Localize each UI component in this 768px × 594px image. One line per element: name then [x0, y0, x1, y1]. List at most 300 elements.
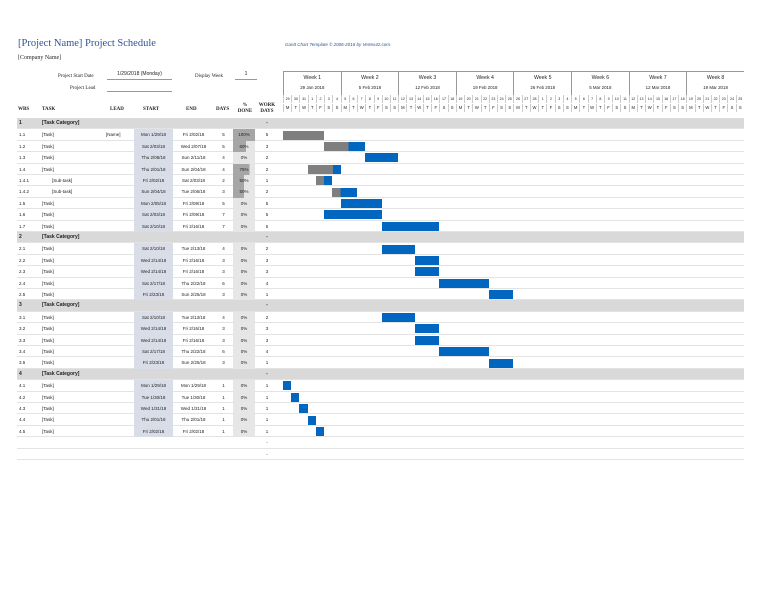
gantt-bar[interactable]	[415, 267, 440, 276]
cell-lead[interactable]	[105, 392, 134, 403]
weekday-letter: S	[612, 104, 620, 112]
cell-lead[interactable]	[105, 243, 134, 254]
day-number: 17	[439, 95, 447, 103]
day-number: 17	[670, 95, 678, 103]
col-header-pct-done: % DONE	[237, 103, 253, 114]
cell-lead[interactable]	[105, 186, 134, 197]
cell-start[interactable]: Sat 2/10/18	[134, 312, 173, 323]
cell-task[interactable]: [Task]	[42, 166, 54, 172]
cell-start[interactable]	[134, 232, 173, 243]
category-row[interactable]	[17, 369, 744, 380]
day-number: 27	[522, 95, 530, 103]
weekday-letter: T	[538, 104, 546, 112]
cell-end	[173, 232, 214, 243]
gantt-bar[interactable]	[415, 336, 440, 345]
cell-lead[interactable]	[105, 118, 134, 129]
cell-days: 4	[222, 246, 225, 252]
week-label: Week 7	[649, 75, 667, 81]
day-number: 21	[703, 95, 711, 103]
cell-wbs: 4.4	[19, 417, 26, 423]
cell-start[interactable]: Thu 2/01/18	[134, 414, 173, 425]
cell-wbs: 1.3	[19, 155, 26, 161]
cell-task[interactable]: [Task]	[42, 394, 54, 400]
week-label: Week 3	[418, 75, 437, 81]
task-row[interactable]	[17, 129, 744, 140]
cell-lead[interactable]	[105, 300, 134, 311]
weekday-letter: T	[423, 104, 431, 112]
cell-wbs: 1.5	[19, 200, 26, 206]
cell-start[interactable]: Sat 2/17/18	[134, 278, 173, 289]
gantt-bar[interactable]	[341, 199, 382, 208]
day-number: 12	[629, 95, 637, 103]
display-week-label: Display Week	[195, 74, 223, 79]
task-row[interactable]	[17, 380, 744, 391]
weekday-letter: T	[291, 104, 299, 112]
cell-start[interactable]: Thu 2/08/18	[134, 152, 173, 163]
cell-lead[interactable]	[105, 255, 134, 266]
task-row[interactable]	[17, 255, 744, 266]
display-week-field[interactable]: 1	[235, 71, 257, 80]
project-start-field[interactable]: 1/29/2018 (Monday)	[107, 71, 172, 80]
gantt-bar[interactable]	[291, 393, 299, 402]
task-row[interactable]	[17, 323, 744, 334]
cell-days: 5	[222, 132, 225, 138]
gantt-bar[interactable]	[324, 210, 382, 219]
cell-pct: 0%	[233, 243, 255, 254]
cell-end: Thu 2/22/18	[181, 280, 206, 286]
cell-end: Sat 2/03/18	[181, 178, 206, 183]
cell-work: 2	[265, 246, 269, 252]
weekday-letter: M	[571, 104, 579, 112]
task-row[interactable]	[17, 221, 744, 232]
cell-wbs: 4	[19, 370, 22, 377]
cell-lead[interactable]	[105, 437, 134, 448]
cell-start[interactable]: Sat 2/03/18	[134, 141, 173, 152]
cell-lead[interactable]	[105, 426, 134, 437]
task-row[interactable]	[17, 141, 744, 152]
cell-days: 5	[222, 143, 225, 149]
cell-start[interactable]: Sat 2/03/18	[134, 209, 173, 220]
cell-task[interactable]: [Task]	[42, 132, 54, 138]
cell-wbs: 4.2	[19, 394, 26, 400]
weekday-letter: F	[316, 104, 324, 112]
cell-days: 4	[222, 166, 225, 172]
cell-end: Tue 2/06/18	[181, 189, 206, 195]
cell-work: 2	[265, 166, 269, 172]
cell-lead[interactable]	[105, 221, 134, 232]
cell-start[interactable]: Tue 1/30/18	[134, 392, 173, 403]
cell-start[interactable]: Mon 1/29/18	[134, 380, 173, 391]
cell-lead[interactable]	[105, 312, 134, 323]
company-name: [Company Name]	[18, 55, 62, 61]
gantt-bar[interactable]	[382, 245, 415, 254]
cell-task[interactable]: [Task]	[42, 246, 54, 252]
cell-task[interactable]: [Task]	[42, 155, 54, 161]
weekday-letter: T	[365, 104, 373, 112]
weekday-letter: T	[596, 104, 604, 112]
cell-task[interactable]: [Task Category]	[42, 234, 80, 240]
day-number: 14	[415, 95, 423, 103]
day-number: 24	[497, 95, 505, 103]
day-number: 10	[612, 95, 620, 103]
cell-work: -	[266, 302, 268, 309]
cell-work: 1	[265, 406, 269, 411]
cell-end: Fri 2/16/18	[182, 269, 205, 275]
cell-pct	[233, 449, 255, 460]
cell-task[interactable]: [Task]	[42, 360, 54, 366]
week-label: Week 6	[591, 75, 610, 81]
task-row[interactable]	[17, 346, 744, 357]
task-row[interactable]	[17, 186, 744, 197]
cell-task[interactable]: [Task]	[42, 349, 54, 354]
cell-start[interactable]	[134, 118, 173, 129]
cell-start[interactable]: Sat 2/17/18	[134, 346, 173, 357]
col-header-end: END	[186, 107, 197, 112]
cell-days	[214, 437, 233, 448]
cell-end	[173, 449, 214, 460]
task-row[interactable]	[17, 426, 744, 437]
cell-start[interactable]: Mon 1/29/18	[134, 129, 173, 140]
day-number: 18	[448, 95, 456, 103]
weekday-letter: T	[695, 104, 703, 112]
cell-lead[interactable]	[105, 289, 134, 300]
cell-task[interactable]: [Task Category]	[42, 370, 80, 377]
cell-end: Fri 2/16/18	[182, 223, 205, 229]
cell-start[interactable]: Fri 2/02/18	[134, 175, 173, 186]
cell-start[interactable]	[134, 437, 173, 448]
task-row[interactable]	[17, 278, 744, 289]
cell-start[interactable]: Mon 2/05/18	[134, 198, 173, 209]
day-number: 1	[538, 95, 546, 103]
cell-task[interactable]	[41, 449, 105, 460]
cell-pct: 75%	[233, 164, 255, 175]
cell-lead[interactable]	[105, 380, 134, 391]
cell-start[interactable]: Sat 2/10/18	[134, 243, 173, 254]
weekday-letter: T	[349, 104, 357, 112]
day-number: 11	[390, 95, 398, 103]
cell-days	[214, 300, 233, 311]
day-number: 23	[489, 95, 497, 103]
task-row[interactable]	[17, 164, 744, 175]
cell-wbs: 1	[19, 120, 22, 126]
day-number: 9	[374, 95, 382, 103]
day-number: 25	[736, 95, 744, 103]
cell-days: 7	[222, 212, 225, 218]
cell-lead[interactable]	[105, 278, 134, 289]
task-row[interactable]	[17, 335, 744, 346]
task-row[interactable]	[17, 414, 744, 425]
cell-work: 2	[265, 314, 269, 320]
cell-pct: 0%	[233, 289, 255, 300]
weekday-letter: T	[522, 104, 530, 112]
week-date: 29 Jan 2018	[300, 85, 325, 90]
cell-task[interactable]: [Task]	[42, 292, 54, 297]
day-number: 13	[637, 95, 645, 103]
cell-end	[173, 300, 214, 311]
cell-end	[173, 118, 214, 129]
cell-start[interactable]	[134, 449, 173, 460]
cell-pct: 0%	[233, 198, 255, 209]
cell-start[interactable]	[134, 369, 173, 380]
cell-wbs: 2	[19, 234, 22, 240]
day-number: 29	[283, 95, 291, 103]
cell-days: 3	[222, 326, 225, 332]
cell-work: -	[266, 120, 268, 126]
cell-wbs: 3.5	[19, 360, 26, 366]
cell-pct: 100%	[233, 129, 255, 140]
cell-task[interactable]: [Task]	[42, 314, 54, 320]
cell-work: 1	[265, 394, 269, 400]
weekday-letter: W	[588, 104, 596, 112]
cell-task[interactable]: [Task]	[42, 257, 54, 263]
cell-wbs: 3.4	[19, 349, 26, 354]
cell-lead[interactable]	[105, 403, 134, 414]
cell-lead[interactable]	[105, 346, 134, 357]
cell-end: Wed 1/31/18	[180, 406, 207, 411]
cell-end: Tue 2/13/18	[181, 246, 206, 252]
cell-work: 1	[265, 428, 269, 434]
cell-days: 1	[222, 394, 225, 400]
timeline-header	[283, 71, 744, 117]
cell-lead[interactable]	[105, 232, 134, 243]
cell-work: 3	[265, 143, 269, 149]
cell-end: Sun 2/25/18	[181, 360, 206, 366]
gantt-bar[interactable]	[382, 313, 415, 322]
cell-start[interactable]: Sun 2/04/18	[134, 186, 173, 197]
cell-lead[interactable]	[105, 369, 134, 380]
cell-days: 3	[222, 269, 225, 275]
weekday-letter: T	[308, 104, 316, 112]
cell-work: 3	[265, 257, 269, 263]
cell-lead[interactable]	[105, 141, 134, 152]
cell-days: 1	[222, 428, 225, 434]
weekday-letter: S	[670, 104, 678, 112]
cell-task[interactable]: [Sub-task]	[52, 189, 73, 195]
cell-start[interactable]: Wed 1/31/18	[134, 403, 173, 414]
cell-wbs	[18, 449, 40, 460]
task-row[interactable]	[17, 357, 744, 368]
task-row[interactable]	[17, 175, 744, 186]
cell-task[interactable]: [Task Category]	[42, 302, 80, 309]
weekday-letter: T	[481, 104, 489, 112]
blank-row[interactable]	[17, 437, 744, 448]
gantt-bar[interactable]	[283, 131, 324, 140]
cell-work: -	[266, 234, 268, 240]
cell-start[interactable]: Sat 2/10/18	[134, 221, 173, 232]
gantt-bar[interactable]	[332, 188, 357, 197]
cell-end: Sun 2/04/18	[181, 166, 206, 172]
cell-start[interactable]: Fri 2/02/18	[134, 426, 173, 437]
gantt-bar[interactable]	[439, 347, 488, 356]
cell-pct: 0%	[233, 312, 255, 323]
cell-pct: 0%	[233, 221, 255, 232]
cell-pct: 0%	[233, 255, 255, 266]
weekday-letter: S	[448, 104, 456, 112]
gantt-bar[interactable]	[415, 324, 440, 333]
category-row[interactable]	[17, 300, 744, 311]
gantt-bar[interactable]	[489, 359, 514, 368]
category-row[interactable]	[17, 232, 744, 243]
weekday-letter: S	[382, 104, 390, 112]
week-header	[686, 71, 744, 95]
gantt-bar[interactable]	[316, 427, 324, 436]
weekday-letter: M	[398, 104, 406, 112]
cell-lead[interactable]	[105, 175, 134, 186]
cell-days: 7	[222, 223, 225, 229]
task-row[interactable]	[17, 152, 744, 163]
cell-task[interactable]: [Task]	[42, 269, 54, 275]
cell-task[interactable]: [Task]	[42, 280, 54, 286]
cell-work: 4	[265, 349, 269, 354]
cell-lead[interactable]	[105, 449, 134, 460]
day-number: 7	[357, 95, 365, 103]
weekday-letter: M	[341, 104, 349, 112]
blank-row[interactable]	[17, 449, 744, 460]
gantt-bar[interactable]	[308, 416, 316, 425]
task-row[interactable]	[17, 392, 744, 403]
cell-lead[interactable]	[105, 152, 134, 163]
weekday-letter: M	[513, 104, 521, 112]
cell-pct: 0%	[233, 278, 255, 289]
col-header-task: TASK	[42, 107, 56, 112]
cell-end: Sun 2/11/18	[181, 155, 206, 161]
cell-lead[interactable]: [Name]	[106, 132, 121, 138]
cell-wbs	[18, 437, 40, 448]
day-number: 14	[645, 95, 653, 103]
cell-pct: 0%	[233, 403, 255, 414]
day-number: 31	[299, 95, 307, 103]
cell-pct	[233, 232, 255, 243]
template-credit[interactable]: Gantt Chart Template © 2006-2018 by Vertex42.com.	[285, 42, 392, 47]
day-number: 6	[579, 95, 587, 103]
cell-task[interactable]: [Task]	[42, 326, 54, 332]
weekday-letter: W	[530, 104, 538, 112]
day-number: 7	[588, 95, 596, 103]
cell-lead[interactable]	[105, 357, 134, 368]
day-number: 22	[711, 95, 719, 103]
gantt-bar[interactable]	[489, 290, 514, 299]
week-label: Week 1	[303, 75, 322, 81]
cell-days: 3	[222, 257, 225, 263]
cell-lead[interactable]	[105, 335, 134, 346]
gantt-bar[interactable]	[299, 404, 307, 413]
cell-days: 3	[222, 292, 225, 297]
cell-task[interactable]: [Task]	[42, 200, 54, 206]
week-date: 5 Mar 2018	[589, 85, 612, 90]
cell-pct: 60%	[233, 141, 255, 152]
task-row[interactable]	[17, 266, 744, 277]
weekday-letter: W	[357, 104, 365, 112]
weekday-letter: W	[645, 104, 653, 112]
task-row[interactable]	[17, 289, 744, 300]
cell-wbs: 3.2	[19, 326, 26, 332]
cell-pct: 0%	[233, 209, 255, 220]
cell-work: 5	[265, 223, 269, 229]
cell-wbs: 2.2	[19, 257, 26, 263]
col-header-work-days: WORK DAYS	[258, 103, 276, 114]
weekday-letter: T	[406, 104, 414, 112]
cell-start[interactable]: Wed 2/14/18	[134, 255, 173, 266]
cell-days: 4	[222, 314, 225, 320]
cell-task[interactable]: [Task]	[42, 428, 54, 434]
task-row[interactable]	[17, 209, 744, 220]
cell-task[interactable]: [Task]	[42, 212, 54, 218]
day-number: 26	[513, 95, 521, 103]
cell-start[interactable]: Fri 2/23/18	[134, 357, 173, 368]
cell-start[interactable]: Wed 2/14/18	[134, 323, 173, 334]
weekday-letter: S	[324, 104, 332, 112]
gantt-bar[interactable]	[308, 165, 341, 174]
task-row[interactable]	[17, 403, 744, 414]
weekday-letter: S	[332, 104, 340, 112]
task-row[interactable]	[17, 243, 744, 254]
cell-lead[interactable]	[105, 266, 134, 277]
cell-start[interactable]: Thu 2/01/18	[134, 164, 173, 175]
day-number: 6	[349, 95, 357, 103]
category-row[interactable]	[17, 118, 744, 129]
cell-task[interactable]: [Sub-task]	[52, 178, 73, 183]
week-header	[398, 71, 456, 95]
cell-start[interactable]: Wed 2/14/18	[134, 335, 173, 346]
cell-start[interactable]: Fri 2/23/18	[134, 289, 173, 300]
project-lead-field[interactable]	[107, 83, 172, 92]
week-header	[571, 71, 629, 95]
cell-start[interactable]: Wed 2/14/18	[134, 266, 173, 277]
gantt-bar[interactable]	[365, 153, 398, 162]
cell-pct: 0%	[233, 357, 255, 368]
cell-task[interactable]: [Task]	[42, 337, 54, 343]
gantt-bar[interactable]	[439, 279, 488, 288]
week-date: 12 Feb 2018	[415, 85, 440, 90]
task-row[interactable]	[17, 312, 744, 323]
cell-lead[interactable]	[105, 198, 134, 209]
cell-task[interactable]	[41, 437, 105, 448]
day-number: 24	[727, 95, 735, 103]
cell-task[interactable]: [Task]	[42, 143, 54, 149]
cell-task[interactable]: [Task]	[42, 406, 54, 411]
cell-lead[interactable]	[105, 164, 134, 175]
weekday-letter: M	[456, 104, 464, 112]
cell-lead[interactable]	[105, 323, 134, 334]
cell-days: 6	[222, 349, 225, 354]
gantt-bar[interactable]	[324, 142, 365, 151]
cell-pct: 0%	[233, 335, 255, 346]
cell-days	[214, 232, 233, 243]
gantt-bar[interactable]	[382, 222, 440, 231]
weekday-letter: M	[686, 104, 694, 112]
gantt-bar[interactable]	[415, 256, 440, 265]
day-number: 12	[398, 95, 406, 103]
day-number: 19	[456, 95, 464, 103]
cell-pct: 0%	[233, 426, 255, 437]
gantt-bar[interactable]	[316, 176, 332, 185]
cell-lead[interactable]	[105, 209, 134, 220]
cell-task[interactable]: [Task]	[42, 417, 54, 423]
week-label: Week 4	[476, 75, 494, 81]
cell-task[interactable]: [Task]	[42, 223, 54, 229]
week-header	[341, 71, 399, 95]
day-number: 20	[695, 95, 703, 103]
cell-lead[interactable]	[105, 414, 134, 425]
day-number: 15	[423, 95, 431, 103]
day-number: 16	[431, 95, 439, 103]
gantt-bar[interactable]	[283, 381, 291, 390]
cell-start[interactable]	[134, 300, 173, 311]
cell-task[interactable]: [Task Category]	[42, 120, 80, 126]
cell-task[interactable]: [Task]	[42, 383, 54, 389]
task-row[interactable]	[17, 198, 744, 209]
cell-work: 1	[265, 360, 269, 366]
